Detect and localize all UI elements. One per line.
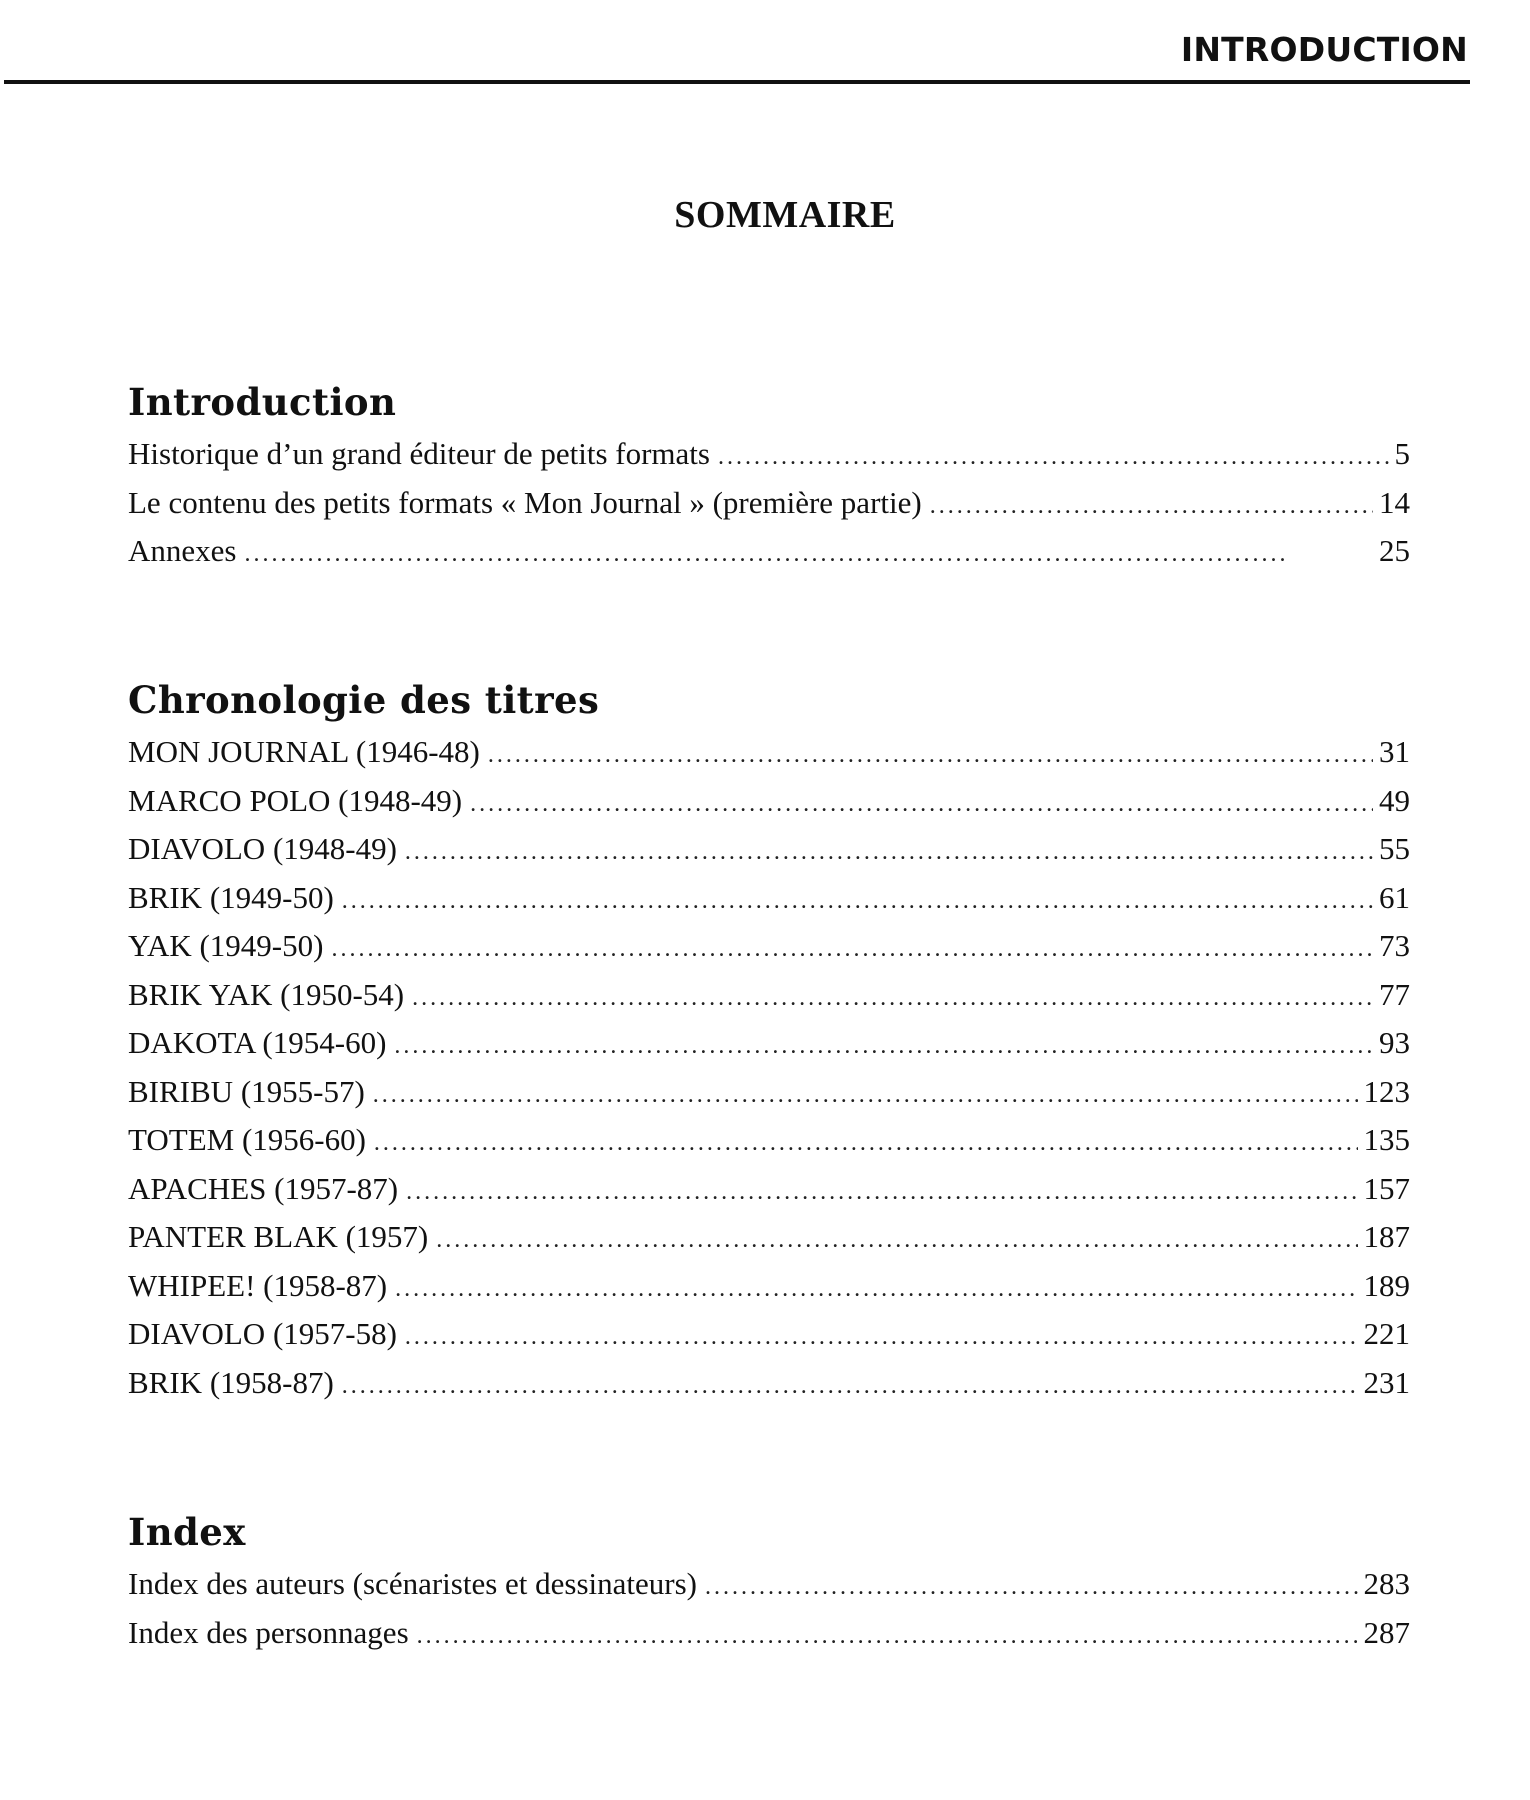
toc-entry[interactable] [128, 1615, 1410, 1664]
dot-leader [436, 1227, 1357, 1254]
toc-entry-page: 5 [1394, 436, 1410, 471]
toc-entry[interactable] [128, 1074, 1410, 1123]
toc-entry-title: Annexes [128, 533, 237, 568]
toc-entry-page: 231 [1363, 1364, 1410, 1400]
toc-entry-title: PANTER BLAK (1957) [128, 1219, 429, 1254]
dot-leader [342, 888, 1373, 915]
toc-section-index [128, 1508, 1410, 1663]
toc-entry-page: 14 [1379, 484, 1410, 520]
dot-leader [373, 1082, 1358, 1109]
toc-entry[interactable] [128, 977, 1410, 1026]
toc-entry-page: 61 [1379, 879, 1410, 915]
toc-entry-page: 55 [1379, 831, 1410, 866]
section-heading: Chronologie des titres [128, 678, 600, 722]
toc-entry[interactable] [128, 1316, 1410, 1365]
dot-leader [705, 1574, 1358, 1601]
toc-entry[interactable] [128, 1171, 1410, 1220]
toc-entry-title: TOTEM (1956-60) [128, 1122, 366, 1157]
dot-leader [488, 742, 1373, 769]
toc-entry-page: 187 [1363, 1219, 1410, 1254]
toc-entry[interactable] [128, 485, 1410, 534]
dot-leader [417, 1623, 1358, 1650]
dot-leader [412, 985, 1373, 1012]
toc-entry[interactable] [128, 734, 1410, 783]
toc-entry-title: BRIK (1949-50) [128, 879, 334, 915]
toc-entry-page: 135 [1363, 1122, 1410, 1157]
toc-list [128, 734, 1410, 1413]
dot-leader [374, 1130, 1358, 1157]
dot-leader [470, 791, 1373, 818]
dot-leader [244, 541, 1373, 568]
toc-entry-title: Historique d’un grand éditeur de petits formats [128, 436, 710, 471]
toc-entry-title: Index des auteurs (scénaristes et dessinateurs) [128, 1566, 697, 1601]
dot-leader [718, 444, 1389, 471]
toc-entry-title: DAKOTA (1954-60) [128, 1025, 387, 1060]
section-heading: Index [128, 1510, 246, 1554]
toc-entry-title: DIAVOLO (1957-58) [128, 1316, 397, 1351]
toc-entry[interactable] [128, 1268, 1410, 1317]
toc-entry-title: Le contenu des petits formats « Mon Journal » (première partie) [128, 484, 922, 520]
toc-entry-page: 25 [1379, 533, 1410, 568]
dot-leader [405, 839, 1373, 866]
toc-entry-page: 73 [1379, 928, 1410, 963]
toc-entry-title: DIAVOLO (1948-49) [128, 831, 397, 866]
toc-entry-title: APACHES (1957-87) [128, 1170, 399, 1206]
toc-entry[interactable] [128, 1365, 1410, 1414]
page-title: SOMMAIRE [674, 194, 896, 236]
dot-leader [405, 1324, 1358, 1351]
toc-entry[interactable] [128, 533, 1410, 582]
dot-leader [331, 936, 1373, 963]
toc-section-introduction [128, 378, 1410, 582]
toc-entry[interactable] [128, 880, 1410, 929]
toc-entry[interactable] [128, 436, 1410, 485]
toc-entry-title: BRIK (1958-87) [128, 1364, 334, 1400]
toc-entry-title: Index des personnages [128, 1614, 409, 1650]
header-rule [4, 80, 1470, 84]
toc-entry[interactable] [128, 1219, 1410, 1268]
toc-entry[interactable] [128, 1122, 1410, 1171]
toc-entry-title: WHIPEE! (1958-87) [128, 1267, 388, 1303]
dot-leader [394, 1033, 1373, 1060]
toc-entry-title: MON JOURNAL (1946-48) [128, 734, 480, 769]
toc-entry-page: 189 [1363, 1267, 1410, 1303]
toc-entry-page: 287 [1363, 1614, 1410, 1650]
toc-entry[interactable] [128, 928, 1410, 977]
toc-entry-page: 221 [1363, 1316, 1410, 1351]
toc-entry-page: 49 [1379, 782, 1410, 818]
toc-entry-title: YAK (1949-50) [128, 928, 324, 963]
toc-entry-page: 123 [1363, 1073, 1410, 1109]
toc-entry-page: 157 [1363, 1170, 1410, 1206]
dot-leader [930, 493, 1373, 520]
toc-section-chronologie [128, 676, 1410, 1413]
toc-entry-title: MARCO POLO (1948-49) [128, 782, 463, 818]
dot-leader [395, 1276, 1357, 1303]
section-heading: Introduction [128, 380, 397, 424]
toc-entry-page: 77 [1379, 976, 1410, 1012]
dot-leader [406, 1179, 1357, 1206]
running-header: INTRODUCTION [1180, 30, 1468, 69]
toc-entry-page: 31 [1379, 734, 1410, 769]
toc-entry[interactable] [128, 1025, 1410, 1074]
toc-list [128, 1566, 1410, 1663]
toc-entry[interactable] [128, 783, 1410, 832]
toc-list [128, 436, 1410, 582]
toc-entry-page: 283 [1363, 1566, 1410, 1601]
toc-entry-title: BIRIBU (1955-57) [128, 1073, 365, 1109]
dot-leader [342, 1373, 1358, 1400]
toc-entry[interactable] [128, 831, 1410, 880]
toc-entry-page: 93 [1379, 1025, 1410, 1060]
toc-entry-title: BRIK YAK (1950-54) [128, 976, 405, 1012]
toc-entry[interactable] [128, 1566, 1410, 1615]
